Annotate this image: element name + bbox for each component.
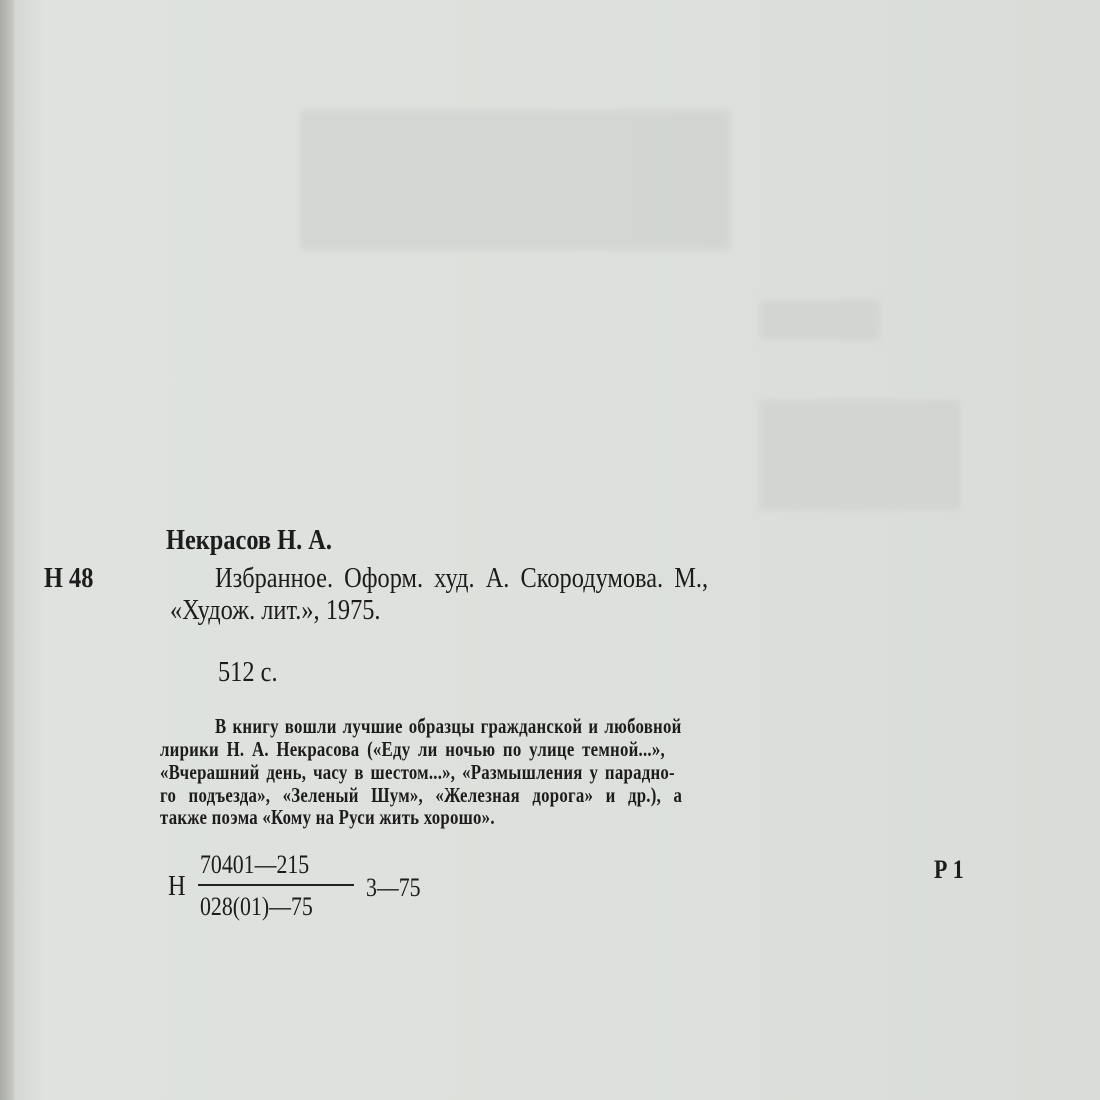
book-binding-edge bbox=[0, 0, 14, 1100]
classification-code: Р 1 bbox=[934, 855, 964, 884]
author-name: Некрасов Н. А. bbox=[166, 524, 332, 556]
page-count: 512 с. bbox=[218, 656, 278, 688]
annotation-line: лирики Н. А. Некрасова («Еду ли ночью по улице темной...», bbox=[160, 737, 665, 761]
fraction-line bbox=[198, 884, 354, 886]
annotation-line: «Вчерашний день, часу в шестом...», «Размышления у парадно- bbox=[160, 760, 675, 784]
annotation-line: го подъезда», «Зеленый Шум», «Железная дорога» и др.), а bbox=[160, 783, 683, 807]
annotation-line: также поэма «Кому на Руси жить хорошо». bbox=[160, 805, 495, 829]
title-line-1: Избранное. Оформ. худ. А. Скородумова. М., bbox=[215, 562, 709, 594]
annotation-line: В книгу вошли лучшие образцы гражданской и любовной bbox=[215, 714, 682, 738]
title-line-2: «Худож. лит.», 1975. bbox=[170, 594, 381, 626]
code-suffix: 3—75 bbox=[366, 873, 421, 902]
code-numerator: 70401—215 bbox=[200, 850, 310, 879]
code-denominator: 028(01)—75 bbox=[200, 892, 313, 921]
catalog-index: Н 48 bbox=[44, 562, 94, 594]
code-prefix: Н bbox=[168, 870, 186, 902]
